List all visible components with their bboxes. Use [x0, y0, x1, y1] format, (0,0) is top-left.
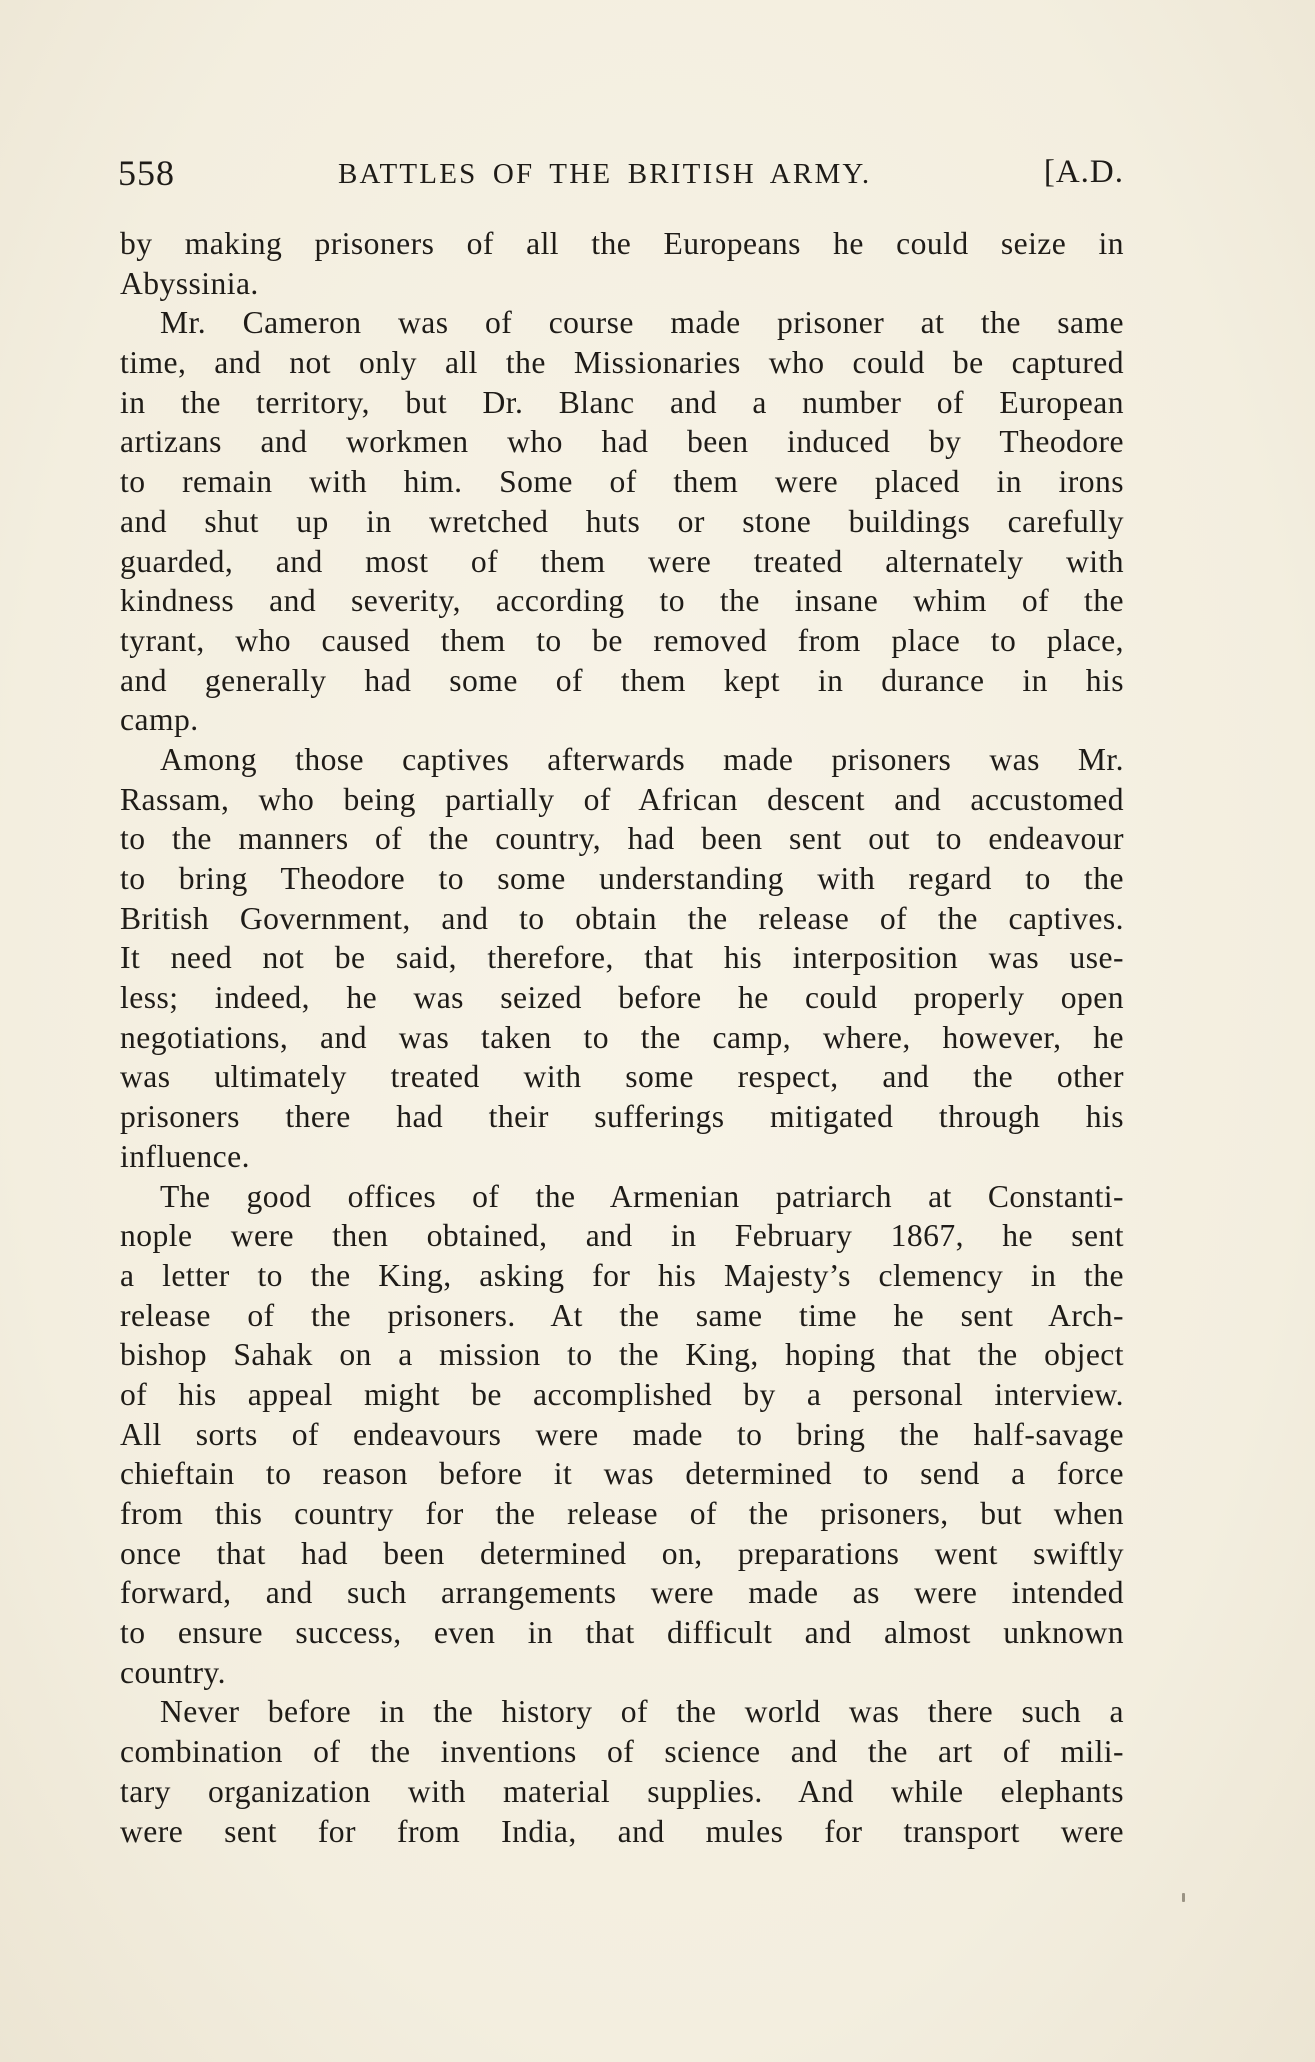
text-line: to ensure success, even in that difficult and almost unknown — [120, 1615, 1124, 1651]
running-header — [118, 152, 1124, 200]
text-line: once that had been determined on, preparations went swiftly — [120, 1535, 1124, 1571]
text-line: forward, and such arrangements were made as were intended — [120, 1575, 1124, 1611]
page-number: 558 — [118, 153, 175, 193]
text-line: less; indeed, he was seized before he could properly open — [120, 980, 1124, 1016]
text-line: chieftain to reason before it was determined to send a force — [120, 1456, 1124, 1492]
text-line: negotiations, and was taken to the camp, where, however, he — [120, 1019, 1124, 1055]
running-era: [A.D. — [1043, 154, 1124, 190]
running-title: BATTLES OF THE BRITISH ARMY. — [338, 158, 872, 190]
text-line: It need not be said, therefore, that his interposition was use- — [120, 940, 1124, 976]
text-line: British Government, and to obtain the release of the captives. — [120, 900, 1124, 936]
text-line: tary organization with material supplies. And while elephants — [120, 1773, 1124, 1809]
text-line: All sorts of endeavours were made to bring the half-savage — [120, 1416, 1124, 1452]
text-line: and shut up in wretched huts or stone buildings carefully — [120, 503, 1124, 539]
paper-speck — [1182, 1893, 1185, 1902]
text-line: country. — [120, 1654, 226, 1690]
text-line: artizans and workmen who had been induced by Theodore — [120, 424, 1124, 460]
text-line: The good offices of the Armenian patriarch at Constanti- — [160, 1178, 1124, 1214]
text-line: influence. — [120, 1138, 250, 1174]
text-line: to the manners of the country, had been sent out to endeavour — [120, 821, 1124, 857]
text-line: to remain with him. Some of them were placed in irons — [120, 464, 1124, 500]
text-line: from this country for the release of the prisoners, but when — [120, 1496, 1124, 1531]
text-line: Never before in the history of the world was there such a — [160, 1694, 1124, 1730]
text-line: in the territory, but Dr. Blanc and a number of European — [120, 384, 1124, 420]
text-line: nople were then obtained, and in February 1867, he sent — [120, 1218, 1124, 1254]
text-line: Mr. Cameron was of course made prisoner at the same — [160, 305, 1124, 341]
text-line: tyrant, who caused them to be removed from place to place, — [120, 622, 1124, 658]
text-line: time, and not only all the Missionaries who could be captured — [120, 345, 1124, 381]
text-line: camp. — [120, 702, 199, 738]
text-line: and generally had some of them kept in durance in his — [120, 662, 1124, 698]
text-line: were sent for from India, and mules for transport were — [120, 1813, 1124, 1849]
text-line: Among those captives afterwards made prisoners was Mr. — [160, 741, 1124, 777]
text-line: kindness and severity, according to the insane whim of the — [120, 583, 1124, 619]
text-line: guarded, and most of them were treated alternately with — [120, 543, 1124, 579]
text-line: prisoners there had their sufferings mitigated through his — [120, 1099, 1124, 1135]
text-line: of his appeal might be accomplished by a personal interview. — [120, 1376, 1124, 1412]
text-line: to bring Theodore to some understanding with regard to the — [120, 861, 1124, 896]
text-line: Rassam, who being partially of African descent and accustomed — [120, 781, 1124, 817]
text-line: by making prisoners of all the Europeans he could seize in — [120, 226, 1124, 261]
body-text — [120, 224, 1124, 1851]
text-line: bishop Sahak on a mission to the King, hoping that the object — [120, 1337, 1124, 1373]
text-line: combination of the inventions of science and the art of mili- — [120, 1734, 1124, 1770]
text-line: a letter to the King, asking for his Majesty’s clemency in the — [120, 1257, 1124, 1293]
text-line: Abyssinia. — [120, 265, 259, 301]
text-line: release of the prisoners. At the same time he sent Arch- — [120, 1297, 1124, 1333]
text-line: was ultimately treated with some respect, and the other — [120, 1059, 1124, 1095]
